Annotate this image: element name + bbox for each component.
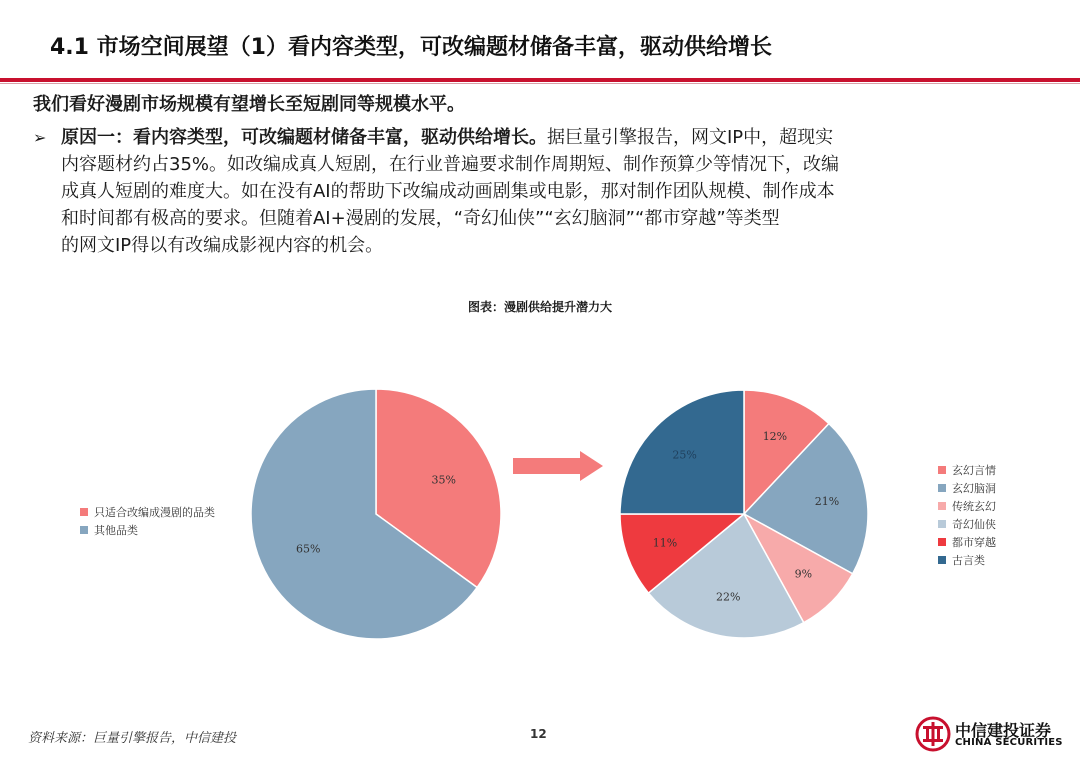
- data-label-1-4: 11%: [652, 536, 678, 550]
- legend-right: [938, 461, 996, 569]
- legend-label: 奇幻仙侠: [952, 518, 996, 531]
- para-line-5: 的网文IP得以有改编成影视内容的机会。: [61, 235, 384, 256]
- legend-label: 只适合改编成漫剧的品类: [94, 506, 215, 519]
- legend-item-0-1: [80, 521, 215, 539]
- legend-label: 玄幻言情: [952, 464, 996, 477]
- para-line-3: 成真人短剧的难度大。如在没有AI的帮助下改编成动画剧集或电影，那对制作团队规模、制作成本: [61, 181, 835, 202]
- para-bold-heading: 原因一：看内容类型，可改编题材储备丰富，驱动供给增长。: [61, 127, 547, 148]
- chart-title: 图表：漫剧供给提升潜力大: [467, 300, 612, 314]
- legend-item-1-3: [938, 515, 996, 533]
- legend-item-1-4: [938, 533, 996, 551]
- page-number: 12: [530, 727, 547, 741]
- logo-text-en: CHINA SECURITIES: [955, 737, 1063, 748]
- data-label-1-1: 21%: [814, 494, 840, 508]
- logo-text-cn: 中信建投证券: [955, 721, 1052, 740]
- legend-swatch: [938, 502, 946, 510]
- legend-item-1-2: [938, 497, 996, 515]
- legend-item-1-1: [938, 479, 996, 497]
- company-logo: [915, 716, 1065, 754]
- legend-swatch: [938, 466, 946, 474]
- pie-chart-right: [620, 390, 868, 638]
- legend-swatch: [938, 556, 946, 564]
- legend-label: 玄幻脑洞: [952, 482, 996, 495]
- legend-swatch: [938, 520, 946, 528]
- data-label-1-3: 22%: [716, 590, 741, 604]
- right-arrow-icon: [513, 451, 603, 481]
- legend-label: 其他品类: [94, 524, 138, 537]
- legend-item-1-5: [938, 551, 996, 569]
- data-label-1-5: 25%: [672, 448, 697, 462]
- legend-item-1-0: [938, 461, 996, 479]
- legend-swatch: [938, 538, 946, 546]
- legend-label: 古言类: [952, 554, 985, 567]
- lead-statement: 我们看好漫剧市场规模有望增长至短剧同等规模水平。: [33, 94, 465, 115]
- data-label-0-1: 65%: [296, 542, 321, 556]
- data-label-1-2: 9%: [794, 567, 813, 581]
- data-label-1-0: 12%: [762, 429, 788, 443]
- pie-chart-left: [251, 389, 501, 639]
- legend-label: 都市穿越: [952, 536, 996, 549]
- para-line-2: 内容题材约占35%。如改编成真人短剧，在行业普遍要求制作周期短、制作预算少等情况下，改编: [61, 154, 840, 175]
- legend-label: 传统玄幻: [952, 500, 996, 513]
- page-title: 4.1 市场空间展望（1）看内容类型，可改编题材储备丰富，驱动供给增长: [50, 35, 772, 60]
- para-line-1-rest: 据巨量引擎报告，网文IP中，超现实: [547, 127, 834, 148]
- legend-swatch: [80, 508, 88, 516]
- data-label-0-0: 35%: [431, 473, 456, 487]
- legend-item-0-0: [80, 503, 215, 521]
- legend-swatch: [938, 484, 946, 492]
- legend-swatch: [80, 526, 88, 534]
- arrow-bullet-icon: ➢: [33, 128, 47, 147]
- para-line-4: 和时间都有极高的要求。但随着AI+漫剧的发展，“奇幻仙侠”“玄幻脑洞”“都市穿越”等类型: [61, 208, 780, 229]
- logo-mark-icon: [915, 716, 951, 752]
- source-note: 资料来源：巨量引擎报告，中信建投: [28, 731, 237, 746]
- legend-left: [80, 503, 215, 539]
